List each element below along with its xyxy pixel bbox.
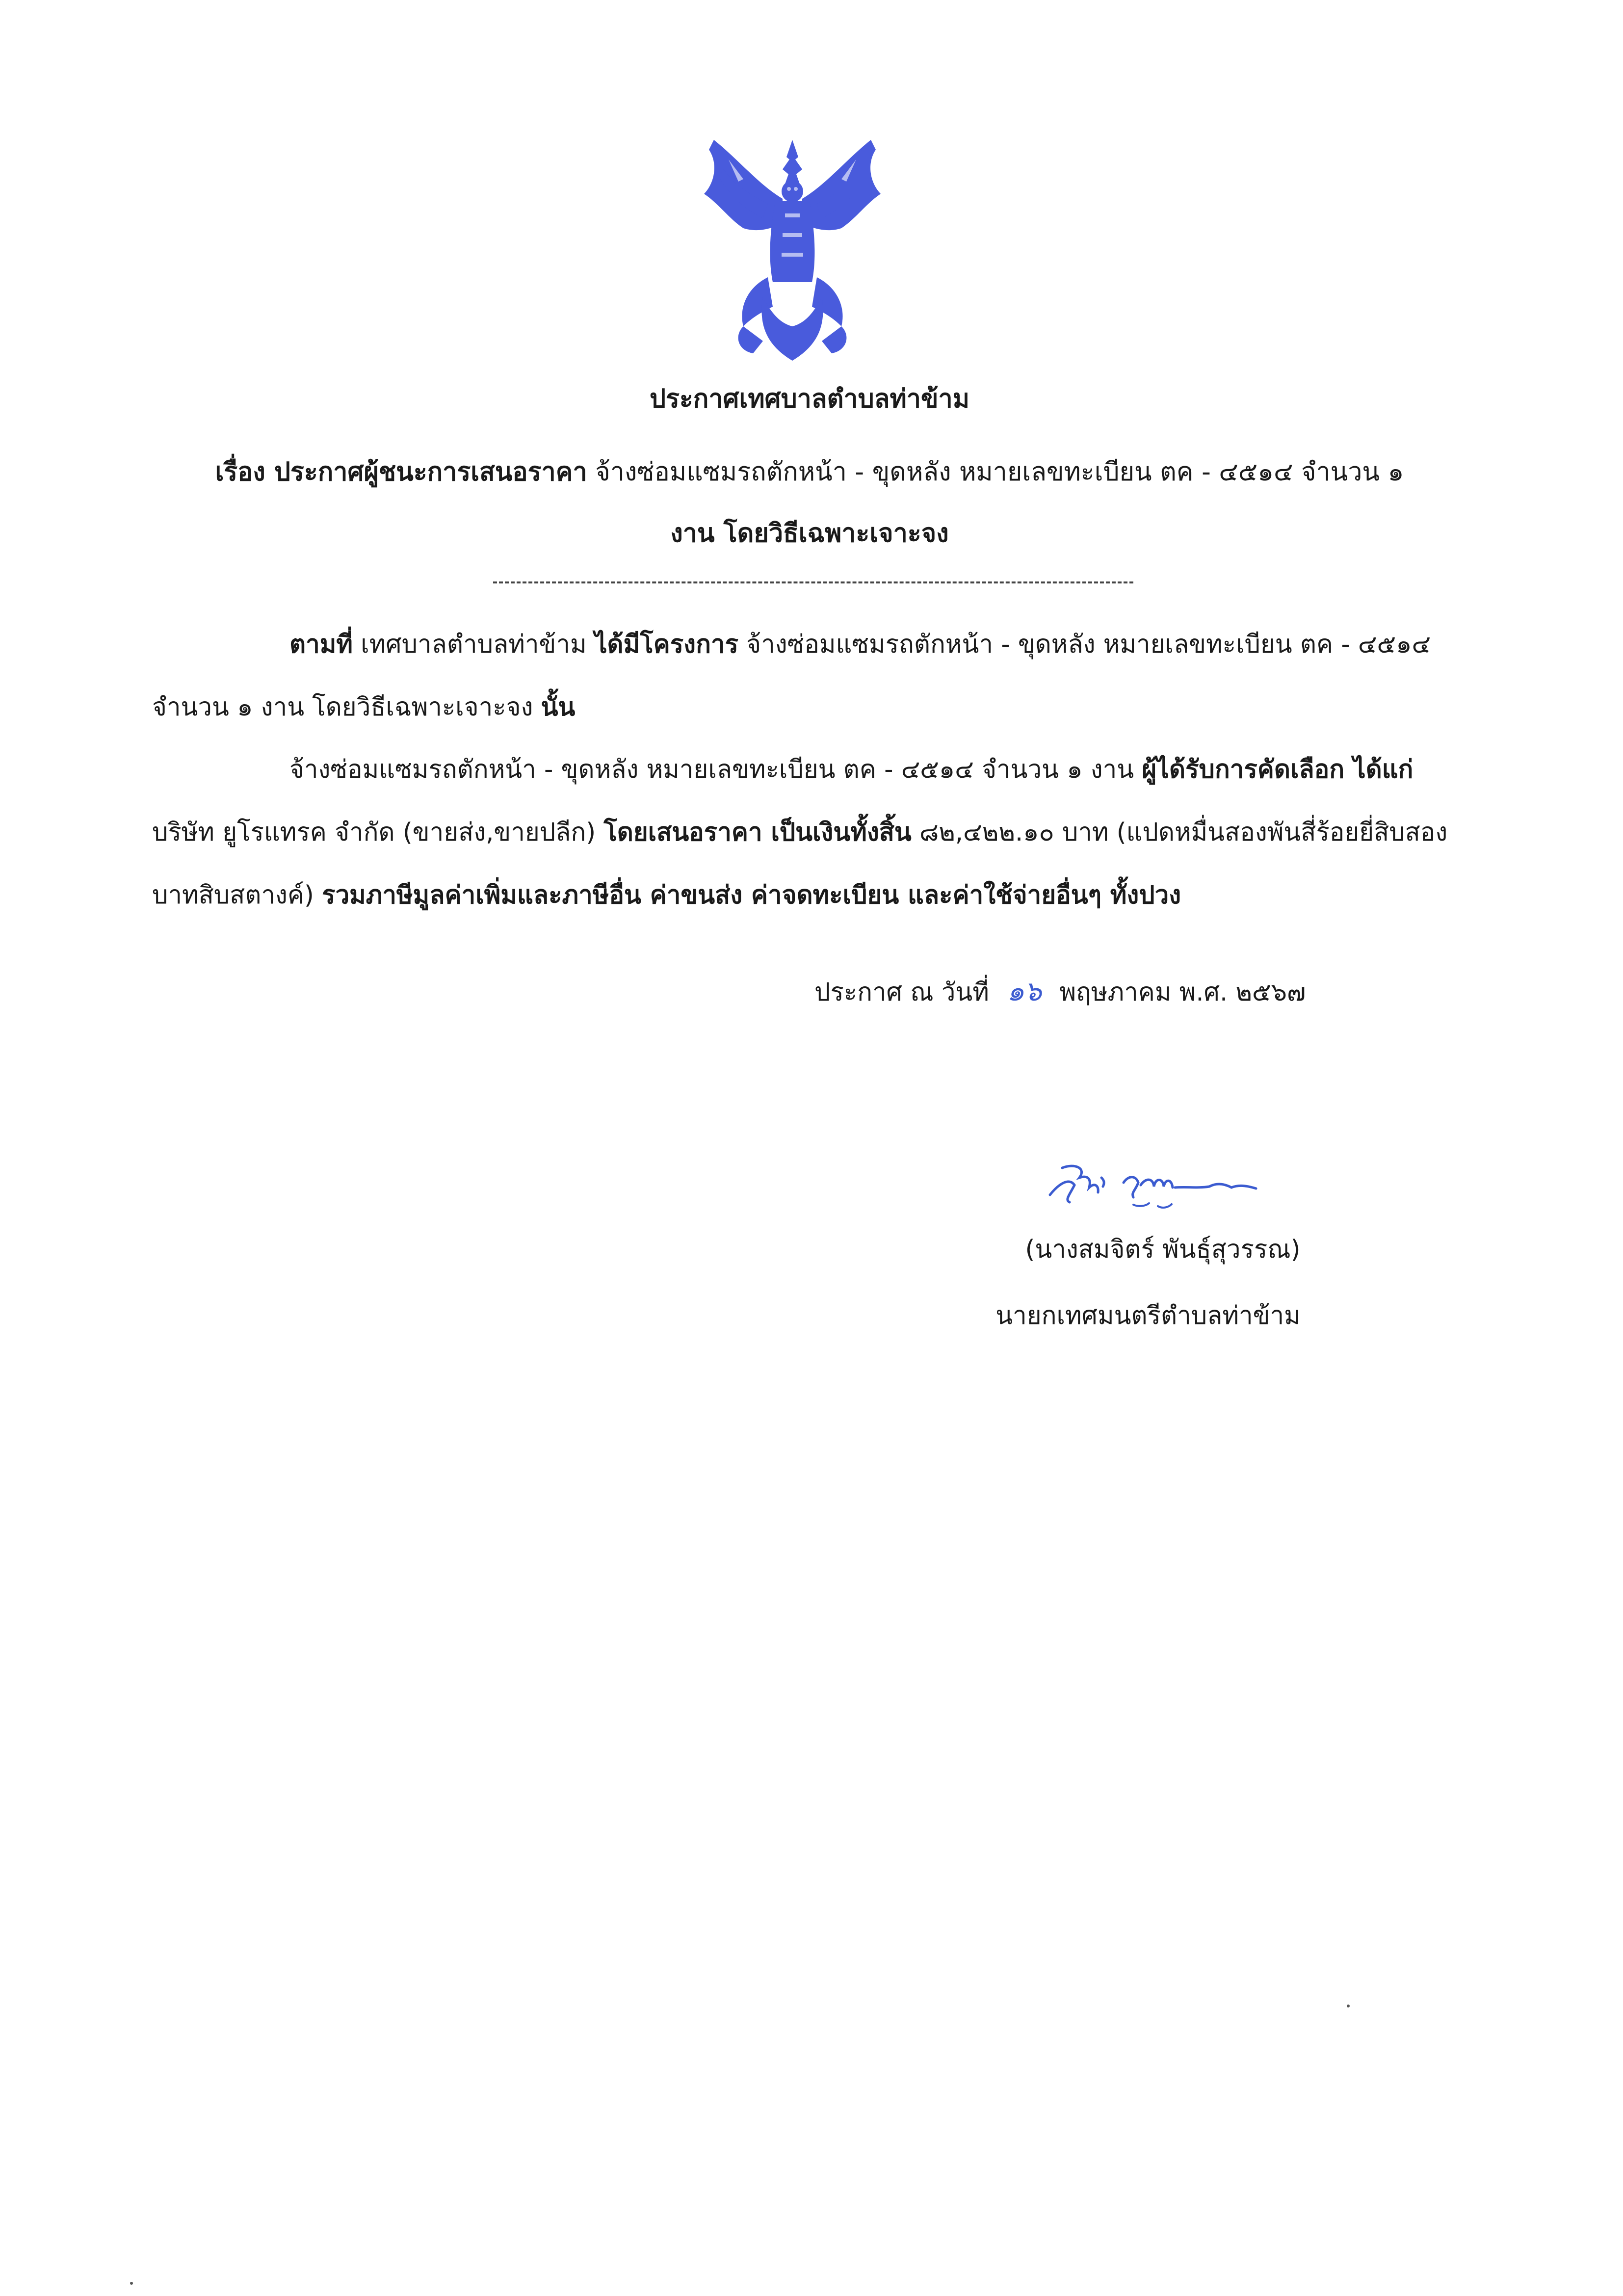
p2-text-2: บริษัท ยูโรแทรค จำกัด (ขายส่ง,ขายปลีก) <box>152 818 596 847</box>
subject-line-1: จ้างซ่อมแซมรถตักหน้า - ขุดหลัง หมายเลขทะเบียน ตค - ๔๕๑๔ จำนวน ๑ <box>595 457 1404 487</box>
document-subject <box>98 442 1521 564</box>
garuda-icon <box>684 130 900 366</box>
date-day: ๑๖ <box>1007 976 1042 1007</box>
scan-speck <box>130 2282 133 2285</box>
subject-line-2: งาน โดยวิธีเฉพาะเจาะจง <box>670 519 949 548</box>
handwritten-signature <box>1040 1148 1266 1222</box>
p1-lead: ตามที่ <box>289 630 353 659</box>
p2-text-1: จ้างซ่อมแซมรถตักหน้า - ขุดหลัง หมายเลขทะเบียน ตค - ๔๕๑๔ จำนวน ๑ งาน <box>289 755 1134 784</box>
signer-position: นายกเทศมนตรีตำบลท่าข้าม <box>995 1301 1301 1330</box>
scan-speck <box>1347 2005 1350 2007</box>
p2-bold-3: รวมภาษีมูลค่าเพิ่มและภาษีอื่น ค่าขนส่ง ค่าจดทะเบียน และค่าใช้จ่ายอื่นๆ ทั้งปวง <box>322 881 1181 910</box>
p1-text-1: เทศบาลตำบลท่าข้าม <box>361 630 587 659</box>
p2-text-3: ๘๒,๔๒๒.๑๐ บาท (แปดหมื่นสองพันสี่ร้อยยี่สิบสองบาทสิบสตางค์) <box>152 818 1448 910</box>
subject-label: เรื่อง ประกาศผู้ชนะการเสนอราคา <box>215 457 587 487</box>
date-month-year: พฤษภาคม พ.ศ. ๒๕๖๗ <box>1059 978 1306 1007</box>
p1-bold-1: ได้มีโครงการ <box>594 630 738 659</box>
signature-icon <box>1040 1148 1266 1222</box>
p2-bold-1: ผู้ได้รับการคัดเลือก ได้แก่ <box>1142 755 1414 784</box>
announcement-date <box>814 969 1306 1013</box>
paragraph-2 <box>152 739 1467 927</box>
date-label: ประกาศ ณ วันที่ <box>814 978 989 1007</box>
signer-name: (นางสมจิตร์ พันธุ์สุวรรณ) <box>1025 1235 1301 1264</box>
garuda-emblem <box>684 130 900 366</box>
document-title: ประกาศเทศบาลตำบลท่าข้าม <box>649 384 970 414</box>
paragraph-1 <box>152 613 1467 739</box>
dashed-divider <box>493 581 1133 583</box>
p2-bold-2: โดยเสนอราคา เป็นเงินทั้งสิ้น <box>603 818 912 847</box>
p1-text-2: จ้างซ่อมแซมรถตักหน้า - ขุดหลัง หมายเลขทะเบียน ตค - ๔๕๑๔ จำนวน ๑ งาน โดยวิธีเฉพาะเจาะจง <box>152 630 1431 722</box>
p1-end: นั้น <box>541 693 576 722</box>
